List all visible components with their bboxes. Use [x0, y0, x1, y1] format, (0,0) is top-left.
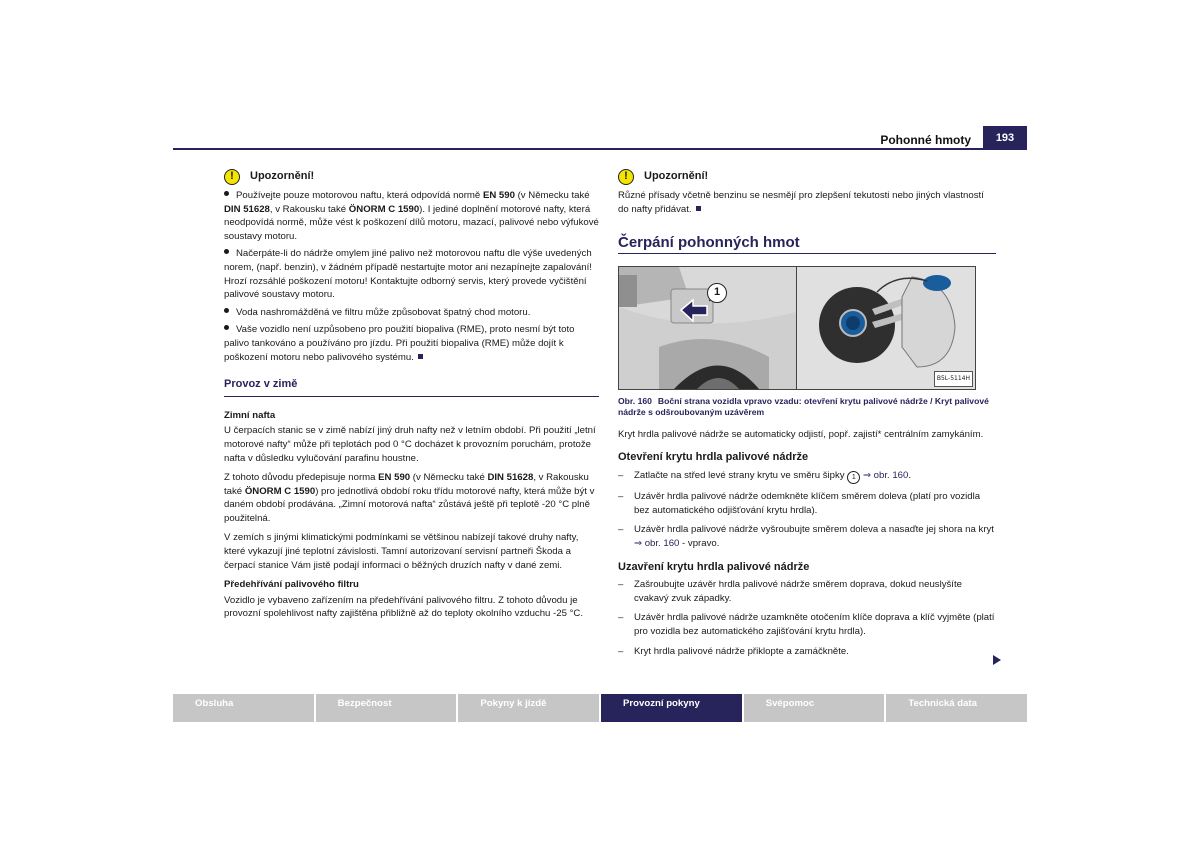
tab-svepomoc[interactable]: Svépomoc	[744, 694, 885, 722]
step-item: – Zatlačte na střed levé strany krytu ve směru šipky 1 ⇒ obr. 160.	[618, 469, 996, 484]
figure-code: B5L-5114H	[934, 371, 973, 387]
figure-marker-1: 1	[707, 283, 727, 303]
subsection-title: Otevření krytu hrdla palivové nádrže	[618, 451, 809, 464]
figure-ref-link[interactable]: ⇒ obr. 160	[862, 469, 909, 481]
car-side-image	[619, 267, 797, 389]
step-text: Zatlačte na střed levé strany krytu ve směru šipky	[634, 469, 848, 481]
norm-en590: EN 590	[482, 190, 515, 201]
figure-ref-link[interactable]: ⇒ obr. 160	[634, 538, 680, 550]
figure-caption	[618, 396, 996, 418]
section-title: Čerpání pohonných hmot	[618, 236, 996, 254]
warning-bullet	[224, 247, 599, 301]
bullet-text: , v Rakousku také	[269, 203, 349, 215]
step-text: Uzávěr hrdla palivové nádrže odemkněte klíčem směrem doleva (platí pro vozidla bez automatického odjišťování krytu hrdla).	[634, 491, 981, 516]
step-item: – Zašroubujte uzávěr hrdla palivové nádrže směrem doprava, dokud neuslyšíte cvakavý zvuk západky.	[618, 578, 996, 605]
tab-technicka-data[interactable]: Technická data	[886, 694, 1027, 722]
tab-obsluha[interactable]: Obsluha	[173, 694, 314, 722]
step-text: Zašroubujte uzávěr hrdla palivové nádrže směrem doprava, dokud neuslyšíte cvakavý zvuk západky.	[634, 579, 962, 604]
chapter-title: Pohonné hmoty	[880, 133, 971, 147]
bullet-dot	[224, 308, 229, 313]
header-rule	[173, 148, 1027, 150]
fuel-cap-image	[797, 267, 975, 389]
subsection-title: Uzavření krytu hrdla palivové nádrže	[618, 560, 810, 573]
continue-arrow-icon[interactable]	[993, 655, 1001, 665]
paragraph: Kryt hrdla palivové nádrže se automaticky odjistí, popř. zajistí* centrálním zamykáním.	[618, 428, 984, 440]
text: Z tohoto důvodu předepisuje norma	[224, 472, 379, 484]
step-text: Uzávěr hrdla palivové nádrže vyšroubujte směrem doleva a nasaďte jej shora na kryt	[634, 524, 994, 536]
paragraph: V zemích s jinými klimatickými podmínkami se většinou nabízejí takové druhy nafty, které vykazují jiné teplotní závislosti. Tamní autorizovaní servisní partneři Škoda a čerpací stanice Vám jistě podají informaci o běžných druzích nafty v dané zemi.	[224, 532, 579, 571]
bullet-text: Vaše vozidlo není uzpůsobeno pro použití biopaliva (RME), proto nesmí být toto palivo tankováno a používáno pro jízdu. Při použití biopaliva (RME) může dojít k poškození motoru nebo palivového systému.	[224, 324, 575, 363]
subsection-title: Předehřívání palivového filtru	[224, 579, 359, 591]
text: ) pro jednotlivá období roku třídu motorové nafty, která může být v daném období prodávána. „Zimní motorová nafta“ zůstává ještě při teplotě -20 °C plně použitelná.	[224, 485, 595, 524]
car-side-illustration	[619, 267, 796, 389]
caption-number: Obr. 160	[618, 395, 652, 406]
bullet-text: (v Německu také	[514, 190, 590, 201]
warning-heading	[618, 169, 996, 185]
marker-1-icon: 1	[847, 471, 860, 484]
step-item: – Uzávěr hrdla palivové nádrže odemkněte klíčem směrem doleva (platí pro vozidla bez automatického odjišťování krytu hrdla).	[618, 490, 996, 517]
text: (v Německu také	[410, 472, 488, 484]
bullet-text: Načerpáte-li do nádrže omylem jiné palivo než motorovou naftu dle výše uvedených norem, (např. benzin), v žádném případě nestartujte motor ani nezapínejte zapalování! Hrozí rozsáhlé poškození motoru! Kontaktujte odborný servis, který provede vyčištění palivové soustavy motoru.	[224, 248, 592, 301]
bullet-text: Voda nashromážděná ve filtru může způsobovat špatný chod motoru.	[236, 306, 531, 318]
warning-bullet	[224, 189, 599, 243]
norm-din: DIN 51628	[224, 203, 270, 215]
bullet-text: ). I jediné doplnění motorové nafty, která neodpovídá normě, může vést k poškození dílů motoru, mazací, palivové nebo výfukové soustavy motoru.	[224, 203, 599, 242]
paragraph	[224, 471, 599, 525]
end-mark-icon	[418, 354, 423, 359]
bullet-dot	[224, 325, 229, 330]
norm-din: DIN 51628	[487, 472, 534, 484]
warning-text	[618, 189, 996, 216]
paragraph: U čerpacích stanic se v zimě nabízí jiný druh nafty než v letním období. Při použití „letní motorové nafty“ může při teplotách pod 0 °C docházet k provozním poruchám, protože nafta v důsledku vylučování parafinu houstne.	[224, 425, 596, 464]
text: , v Rakousku také	[224, 472, 589, 497]
step-item: – Uzávěr hrdla palivové nádrže vyšroubujte směrem doleva a nasaďte jej shora na kryt ⇒ obr. 160 - vpravo.	[618, 524, 994, 550]
tab-pokyny-k-jizde[interactable]: Pokyny k jízdě	[458, 694, 599, 722]
right-column	[618, 169, 996, 664]
end-mark-icon	[696, 206, 701, 211]
paragraph: Vozidlo je vybaveno zařízením na předehřívání palivového filtru. Z tohoto důvodu je provozní spolehlivost nafty zajištěna přibližně až do teploty okolního vzduchu -25 °C.	[224, 594, 584, 620]
warning-heading	[224, 169, 599, 185]
tab-provozni-pokyny[interactable]: Provozní pokyny	[601, 694, 742, 722]
text: Různé přísady včetně benzinu se nesmějí pro zlepšení tekutosti nebo jiných vlastností do nafty přidávat.	[618, 190, 984, 215]
step-text: Uzávěr hrdla palivové nádrže uzamkněte otočením klíče doprava a klíč vyjměte (platí pro vozidla bez automatického zajišťování krytu hrdla).	[634, 612, 995, 638]
warning-title: Upozornění!	[644, 170, 709, 183]
exclamation-icon: !	[224, 169, 240, 185]
bullet-dot	[224, 191, 229, 196]
caption-text: Boční strana vozidla vpravo vzadu: otevření krytu palivové nádrže / Kryt palivové nádrže s odšroubovaným uzávěrem	[618, 395, 989, 417]
page-number: 193	[983, 126, 1027, 150]
step-text: - vpravo.	[679, 538, 720, 550]
bullet-text: Používejte pouze motorovou naftu, která odpovídá normě	[236, 190, 483, 201]
bullet-dot	[224, 249, 229, 254]
step-text: .	[908, 469, 912, 481]
norm-onorm: ÖNORM C 1590	[348, 203, 420, 215]
warning-title: Upozornění!	[250, 170, 315, 183]
warning-bullet	[224, 323, 599, 364]
warning-bullet	[224, 306, 599, 320]
tab-bezpecnost[interactable]: Bezpečnost	[316, 694, 457, 722]
subsection-title: Zimní nafta	[224, 409, 276, 421]
norm-onorm: ÖNORM C 1590	[244, 485, 316, 497]
step-item: – Uzávěr hrdla palivové nádrže uzamkněte otočením klíče doprava a klíč vyjměte (platí pro vozidla bez automatického zajišťování krytu hrdla).	[618, 612, 995, 638]
step-text: Kryt hrdla palivové nádrže přiklopte a zamáčkněte.	[634, 645, 849, 657]
exclamation-icon: !	[618, 169, 634, 185]
step-item: – Kryt hrdla palivové nádrže přiklopte a zamáčkněte.	[618, 645, 849, 657]
chapter-tabs	[173, 694, 1027, 722]
norm-en590: EN 590	[378, 472, 411, 484]
left-column	[224, 169, 599, 627]
section-title: Provoz v zimě	[224, 378, 599, 397]
figure-160	[618, 266, 976, 390]
